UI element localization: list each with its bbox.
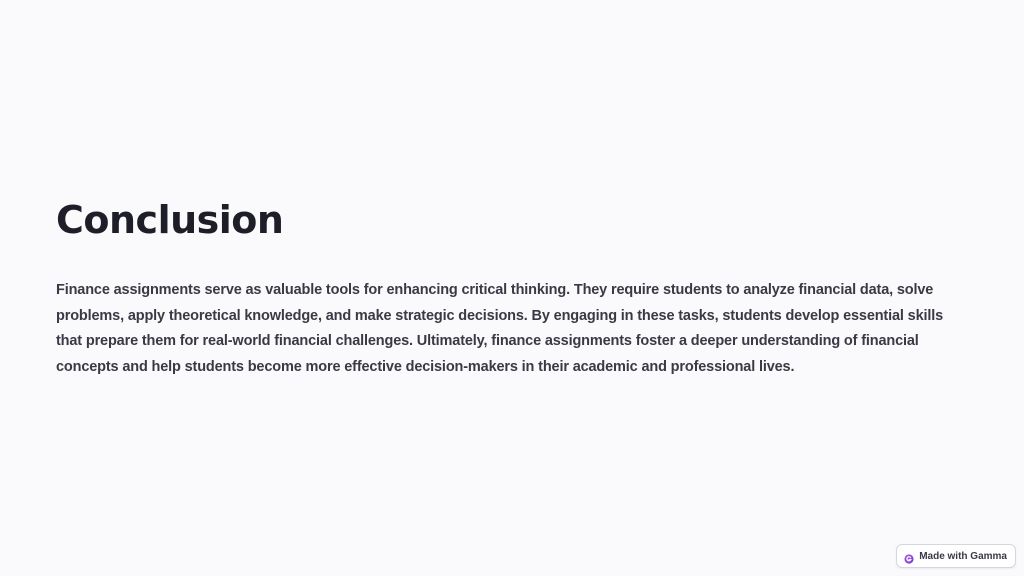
slide-title: Conclusion: [56, 198, 284, 242]
gamma-logo-icon: [904, 551, 914, 561]
made-with-gamma-badge[interactable]: [896, 544, 1016, 568]
slide-body-text: Finance assignments serve as valuable tools for enhancing critical thinking. They require students to analyze financial data, solve problems, apply theoretical knowledge, and make strategic decisions. By engaging in these tasks, students develop essential skills that prepare them for real-world financial challenges. Ultimately, finance assignments foster a deeper understanding of financial concepts and help students become more effective decision-makers in their academic and professional lives.: [56, 282, 944, 375]
slide-content: [56, 196, 956, 380]
badge-label: Made with Gamma: [919, 550, 1007, 562]
